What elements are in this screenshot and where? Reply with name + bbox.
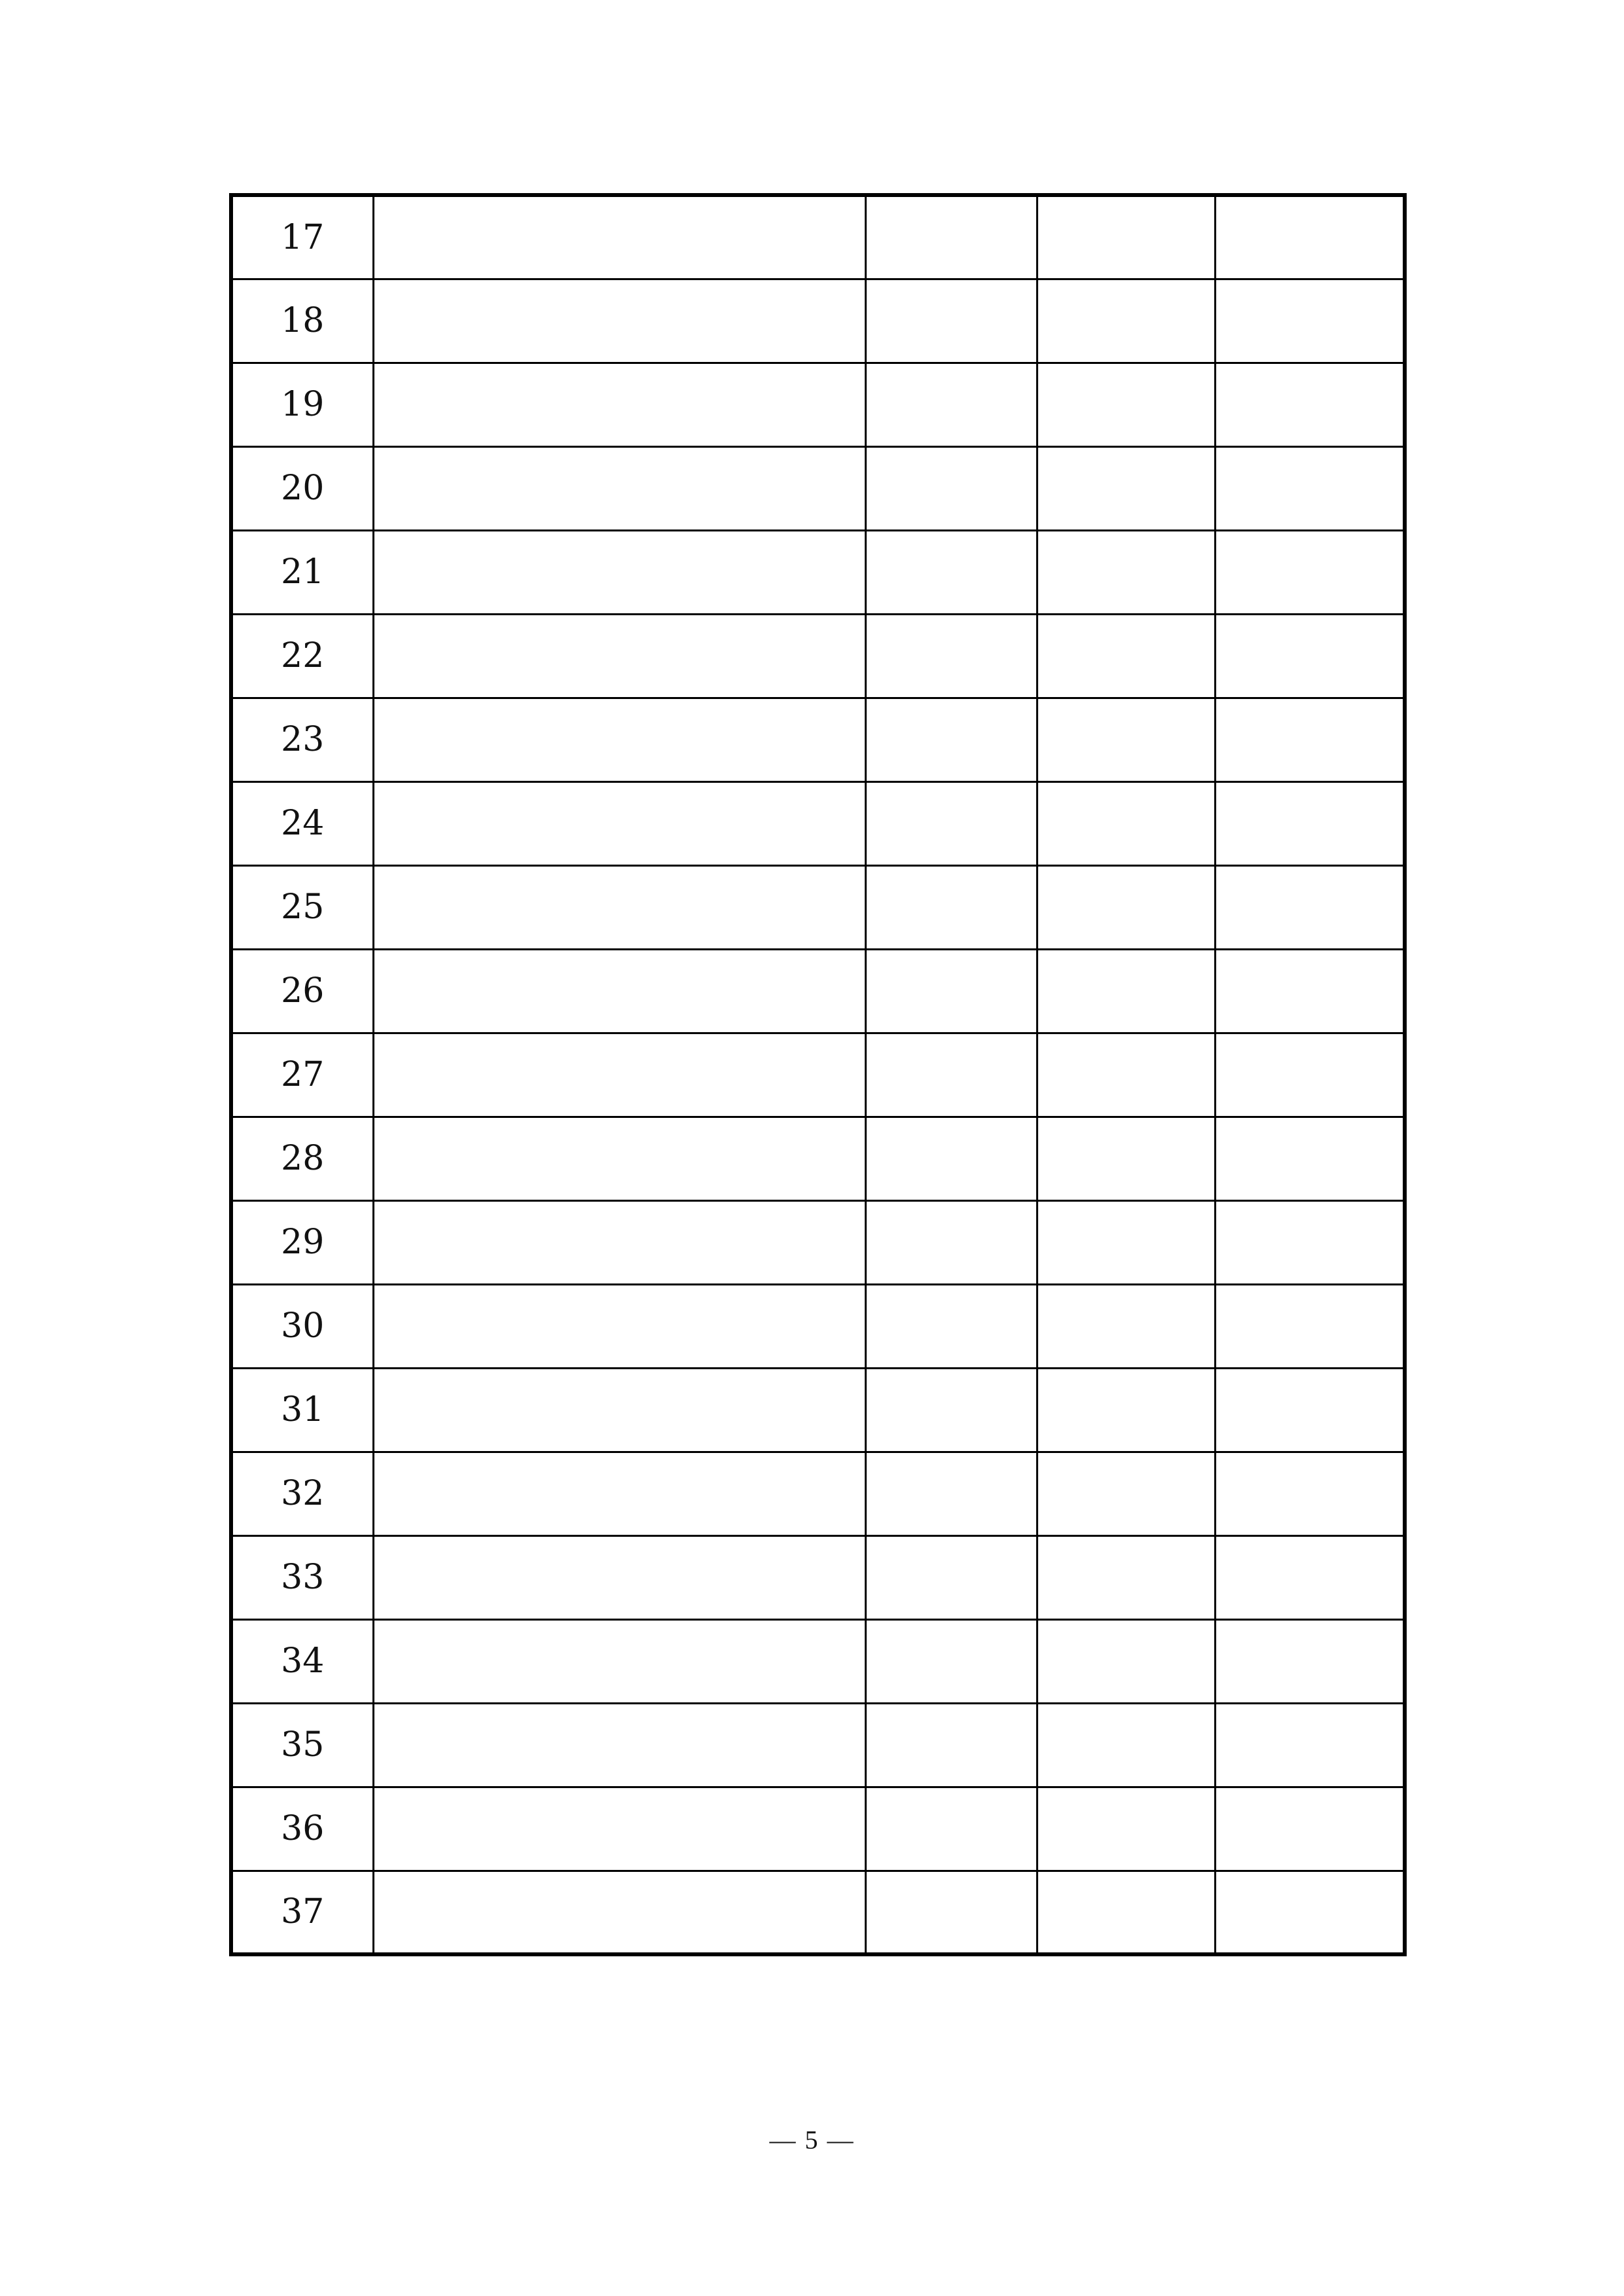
table-row — [231, 446, 1405, 530]
table-row — [231, 698, 1405, 781]
table-cell — [865, 1033, 1037, 1117]
table-cell — [865, 1368, 1037, 1452]
table-row — [231, 530, 1405, 614]
table-cell — [1215, 1452, 1405, 1535]
table-cell — [373, 1117, 865, 1200]
page-number: — 5 — — [769, 2125, 855, 2155]
table-cell — [1037, 1871, 1215, 1954]
table-cell — [373, 1871, 865, 1954]
table-cell — [1037, 1619, 1215, 1703]
table-cell — [1037, 1703, 1215, 1787]
table-cell — [1037, 1452, 1215, 1535]
table-cell — [865, 1703, 1037, 1787]
table-cell — [373, 279, 865, 363]
table-cell — [1037, 279, 1215, 363]
table-body — [231, 195, 1405, 1954]
table-row — [231, 614, 1405, 698]
table-row — [231, 363, 1405, 446]
table-cell — [1215, 1033, 1405, 1117]
table-cell — [865, 1787, 1037, 1871]
table-cell — [865, 1200, 1037, 1284]
row-number-cell: 32 — [231, 1452, 373, 1535]
table-cell — [1215, 279, 1405, 363]
table-row — [231, 1871, 1405, 1954]
table-cell — [373, 865, 865, 949]
row-number-cell: 21 — [231, 530, 373, 614]
table-cell — [373, 1619, 865, 1703]
row-number-cell: 29 — [231, 1200, 373, 1284]
table-row — [231, 1200, 1405, 1284]
table-cell — [373, 1535, 865, 1619]
table-cell — [865, 1452, 1037, 1535]
row-number-cell: 24 — [231, 781, 373, 865]
table-cell — [1037, 949, 1215, 1033]
table-row — [231, 781, 1405, 865]
table-cell — [1215, 363, 1405, 446]
table-cell — [1215, 1619, 1405, 1703]
table-cell — [373, 1200, 865, 1284]
table-row — [231, 1703, 1405, 1787]
row-number-cell: 28 — [231, 1117, 373, 1200]
table-cell — [865, 698, 1037, 781]
table-cell — [1037, 1787, 1215, 1871]
table-cell — [1037, 1200, 1215, 1284]
table-cell — [1037, 363, 1215, 446]
table-cell — [1037, 614, 1215, 698]
table-row — [231, 1619, 1405, 1703]
table-cell — [373, 363, 865, 446]
table-cell — [373, 1368, 865, 1452]
table-cell — [1215, 865, 1405, 949]
table-row — [231, 1535, 1405, 1619]
table-cell — [865, 446, 1037, 530]
table-cell — [865, 1619, 1037, 1703]
table-row — [231, 279, 1405, 363]
table-cell — [865, 195, 1037, 279]
table-row — [231, 1117, 1405, 1200]
table-cell — [373, 949, 865, 1033]
table-cell — [373, 530, 865, 614]
row-number-cell: 22 — [231, 614, 373, 698]
row-number-cell: 20 — [231, 446, 373, 530]
table-cell — [1215, 1284, 1405, 1368]
table-row — [231, 949, 1405, 1033]
table-cell — [865, 1871, 1037, 1954]
table-cell — [1037, 1117, 1215, 1200]
table-cell — [1037, 698, 1215, 781]
table-cell — [1215, 1368, 1405, 1452]
table-row — [231, 1452, 1405, 1535]
table-cell — [373, 1787, 865, 1871]
table-cell — [1215, 781, 1405, 865]
row-number-cell: 36 — [231, 1787, 373, 1871]
table-row — [231, 1368, 1405, 1452]
table-cell — [1037, 446, 1215, 530]
table-cell — [865, 949, 1037, 1033]
table-row — [231, 1033, 1405, 1117]
table-cell — [1215, 530, 1405, 614]
table-cell — [1037, 781, 1215, 865]
table-cell — [1037, 195, 1215, 279]
table-cell — [1215, 1117, 1405, 1200]
table-cell — [865, 865, 1037, 949]
table-cell — [1037, 1535, 1215, 1619]
table-row — [231, 1284, 1405, 1368]
table-row — [231, 1787, 1405, 1871]
table-cell — [1215, 1703, 1405, 1787]
table-cell — [1037, 1033, 1215, 1117]
table-cell — [865, 1117, 1037, 1200]
table-cell — [1215, 1200, 1405, 1284]
table-cell — [1037, 865, 1215, 949]
row-number-cell: 34 — [231, 1619, 373, 1703]
table-cell — [373, 614, 865, 698]
table-cell — [1215, 195, 1405, 279]
table-cell — [1037, 1368, 1215, 1452]
table-cell — [373, 1284, 865, 1368]
table-cell — [865, 530, 1037, 614]
table-cell — [373, 1452, 865, 1535]
table-cell — [865, 363, 1037, 446]
table-cell — [1215, 1871, 1405, 1954]
table-cell — [373, 195, 865, 279]
table-cell — [865, 781, 1037, 865]
table-cell — [373, 781, 865, 865]
table-cell — [373, 698, 865, 781]
table-cell — [1215, 949, 1405, 1033]
table-cell — [1215, 1787, 1405, 1871]
table-cell — [1215, 614, 1405, 698]
table-cell — [1037, 1284, 1215, 1368]
table-cell — [865, 279, 1037, 363]
row-number-cell: 27 — [231, 1033, 373, 1117]
table-cell — [1037, 530, 1215, 614]
row-number-cell: 26 — [231, 949, 373, 1033]
row-number-cell: 33 — [231, 1535, 373, 1619]
table-cell — [1215, 698, 1405, 781]
row-number-cell: 35 — [231, 1703, 373, 1787]
table-cell — [373, 446, 865, 530]
table-cell — [373, 1703, 865, 1787]
row-number-cell: 19 — [231, 363, 373, 446]
table-cell — [865, 614, 1037, 698]
form-table — [229, 193, 1407, 1956]
table-row — [231, 865, 1405, 949]
table-row — [231, 195, 1405, 279]
table-cell — [373, 1033, 865, 1117]
row-number-cell: 30 — [231, 1284, 373, 1368]
row-number-cell: 17 — [231, 195, 373, 279]
table-cell — [865, 1535, 1037, 1619]
row-number-cell: 31 — [231, 1368, 373, 1452]
row-number-cell: 37 — [231, 1871, 373, 1954]
row-number-cell: 23 — [231, 698, 373, 781]
row-number-cell: 18 — [231, 279, 373, 363]
table-cell — [865, 1284, 1037, 1368]
row-number-cell: 25 — [231, 865, 373, 949]
table-cell — [1215, 1535, 1405, 1619]
table-cell — [1215, 446, 1405, 530]
